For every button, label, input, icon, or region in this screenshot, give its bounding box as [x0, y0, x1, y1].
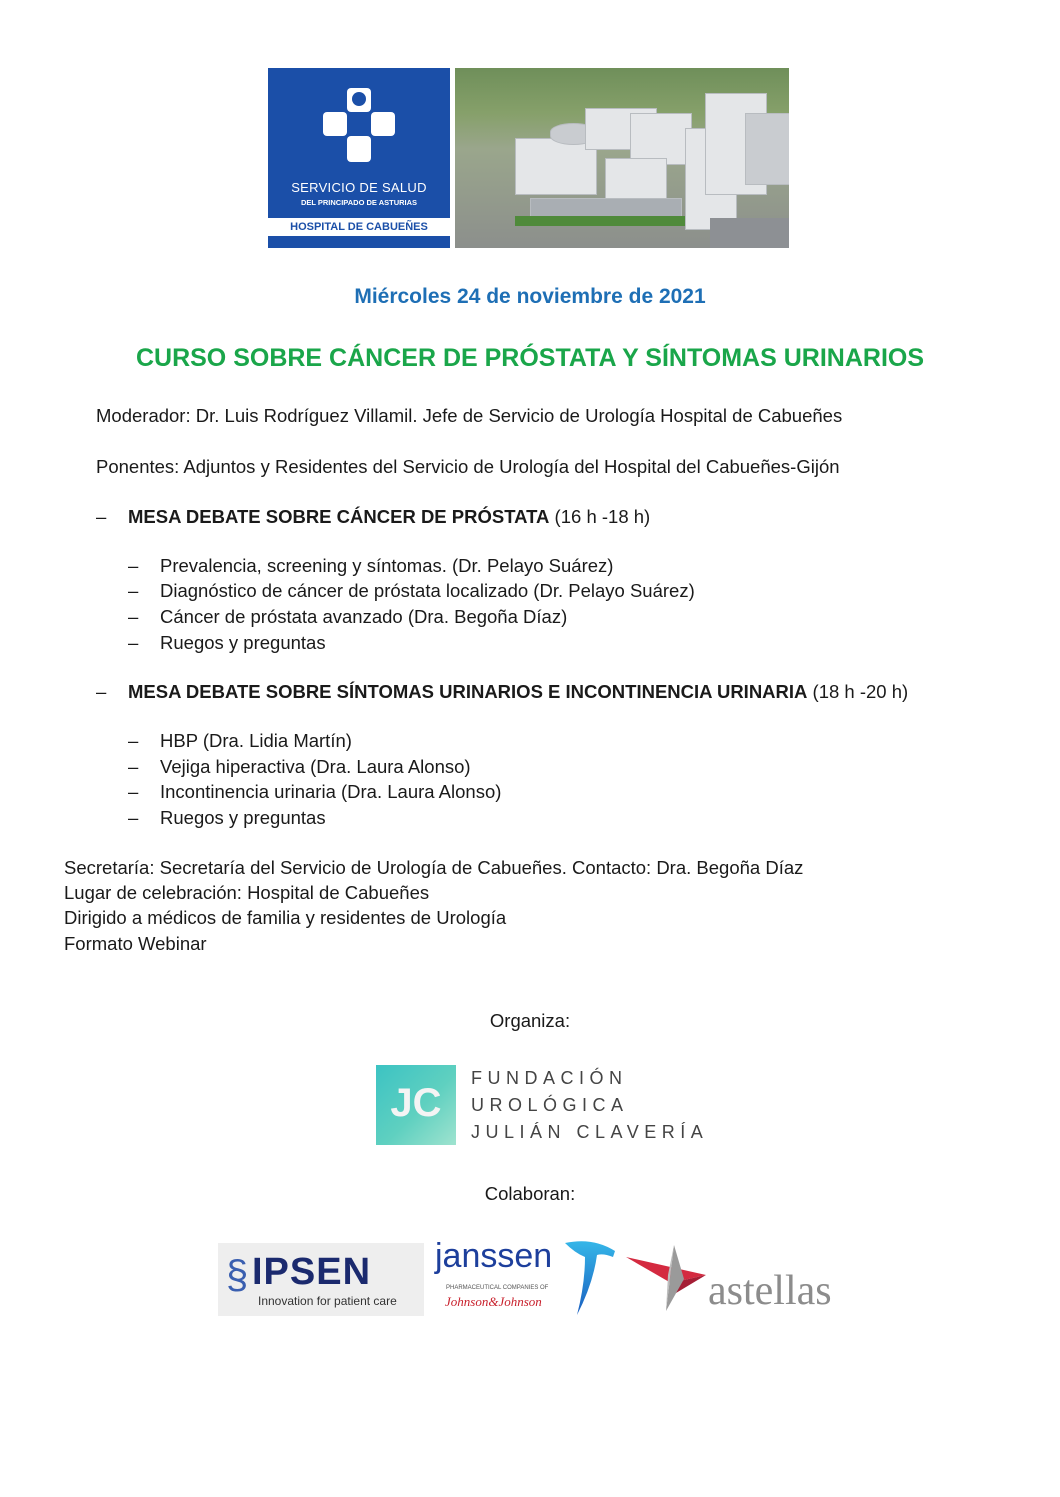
bullet-dash: –: [128, 807, 139, 828]
info-lugar: Lugar de celebración: Hospital de Cabueñes: [64, 882, 430, 903]
janssen-logo: [435, 1237, 625, 1317]
bullet-dash: –: [128, 555, 139, 576]
ipsen-name: IPSEN: [252, 1251, 372, 1293]
cross-icon: [323, 88, 395, 162]
session-2-heading: [128, 681, 908, 703]
janssen-name: janssen: [435, 1237, 553, 1275]
hospital-logo: [268, 68, 450, 248]
course-title: CURSO SOBRE CÁNCER DE PRÓSTATA Y SÍNTOMAS URINARIOS: [135, 344, 925, 372]
session-2-title: MESA DEBATE SOBRE SÍNTOMAS URINARIOS E INCONTINENCIA URINARIA: [128, 681, 808, 702]
bullet-dash: –: [128, 781, 139, 802]
session-2-item: HBP (Dra. Lidia Martín): [160, 730, 352, 751]
session-1-item: Cáncer de próstata avanzado (Dra. Begoña Díaz): [160, 606, 568, 627]
session-1-item: Ruegos y preguntas: [160, 632, 326, 653]
info-dirigido: Dirigido a médicos de familia y residentes de Urología: [64, 907, 507, 928]
janssen-mark-icon: [563, 1239, 618, 1317]
organiza-label: Organiza:: [489, 1010, 571, 1031]
janssen-sub: PHARMACEUTICAL COMPANIES OF: [446, 1285, 549, 1291]
session-1-item: Prevalencia, screening y síntomas. (Dr. Pelayo Suárez): [160, 555, 614, 576]
bullet-dash: –: [128, 632, 139, 653]
astellas-logo: [626, 1245, 876, 1317]
session-2-item: Vejiga hiperactiva (Dra. Laura Alonso): [160, 756, 471, 777]
session-2-time: (18 h -20 h): [807, 681, 909, 702]
ipsen-logo: [218, 1243, 424, 1316]
bullet-dash: –: [128, 756, 139, 777]
organizer-line-3: JULIÁN CLAVERÍA: [471, 1122, 709, 1142]
jc-logo-letters: JC: [390, 1081, 442, 1125]
session-2-item: Ruegos y preguntas: [160, 807, 326, 828]
organizer-line-2: UROLÓGICA: [471, 1095, 629, 1115]
session-1-time: (16 h -18 h): [549, 506, 651, 527]
dna-helix-icon: §: [226, 1253, 249, 1297]
astellas-name: astellas: [708, 1268, 832, 1314]
jc-logo-mark: [376, 1065, 456, 1145]
session-2-item: Incontinencia urinaria (Dra. Laura Alonso): [160, 781, 502, 802]
moderator-line: Moderador: Dr. Luis Rodríguez Villamil. Jefe de Servicio de Urología Hospital de Cabueñes: [96, 405, 843, 426]
bullet-dash: –: [128, 730, 139, 751]
info-formato: Formato Webinar: [64, 933, 207, 954]
event-date: Miércoles 24 de noviembre de 2021: [354, 285, 706, 308]
bullet-dash: –: [128, 606, 139, 627]
bullet-dash: –: [96, 506, 107, 527]
session-1-title: MESA DEBATE SOBRE CÁNCER DE PRÓSTATA: [128, 506, 550, 527]
ipsen-tagline: Innovation for patient care: [258, 1294, 397, 1308]
logo-band: HOSPITAL DE CABUEÑES: [268, 218, 450, 236]
janssen-parent: Johnson&Johnson: [445, 1294, 542, 1309]
astellas-star-icon: [626, 1245, 711, 1315]
session-1-item: Diagnóstico de cáncer de próstata localizado (Dr. Pelayo Suárez): [160, 580, 695, 601]
session-1-heading: [128, 506, 650, 528]
bullet-dash: –: [96, 681, 107, 702]
logo-line-2: DEL PRINCIPADO DE ASTURIAS: [300, 198, 418, 207]
info-secretaria: Secretaría: Secretaría del Servicio de Urología de Cabueñes. Contacto: Dra. Begoña Díaz: [64, 857, 804, 878]
colaboran-label: Colaboran:: [484, 1183, 576, 1204]
bullet-dash: –: [128, 580, 139, 601]
speakers-line: Ponentes: Adjuntos y Residentes del Servicio de Urología del Hospital del Cabueñes-Gijón: [96, 456, 840, 477]
logo-line-1: SERVICIO DE SALUD: [291, 180, 427, 195]
organizer-line-1: FUNDACIÓN: [471, 1068, 628, 1088]
hospital-photo: [455, 68, 789, 248]
